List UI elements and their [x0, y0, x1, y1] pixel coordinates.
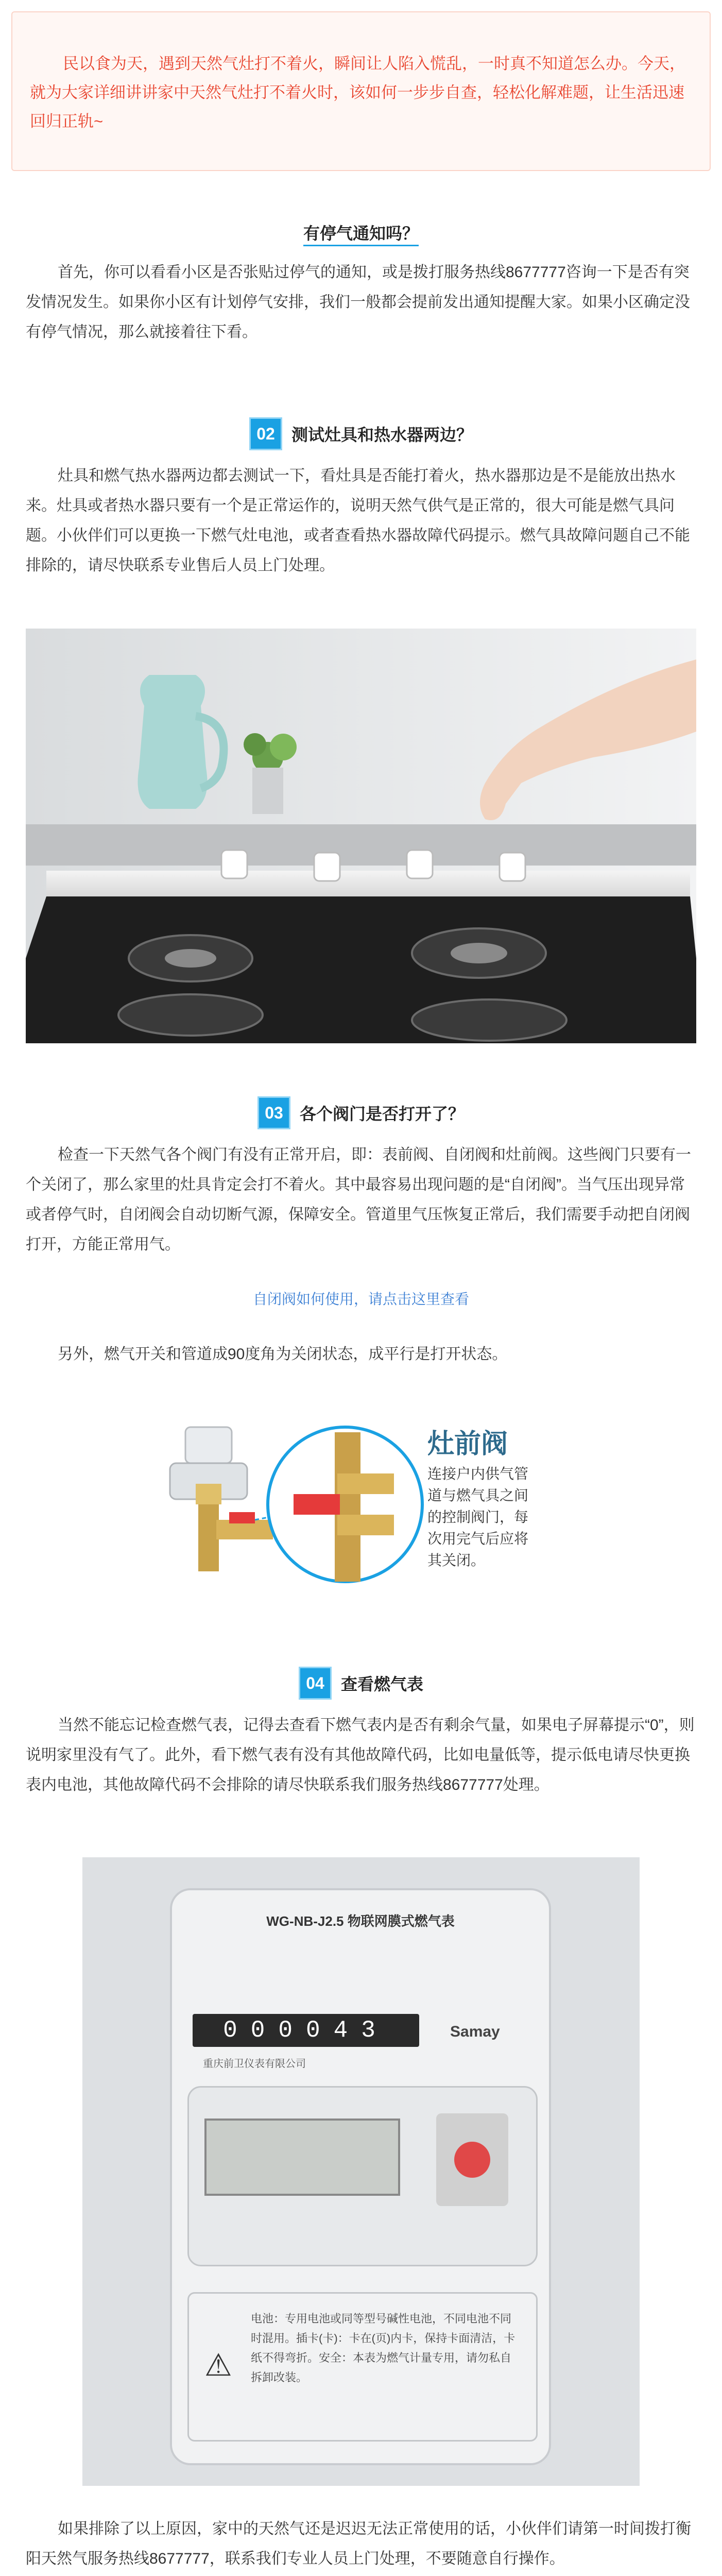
valve-description: 连接户内供气管道与燃气具之间的控制阀门，每次用完气后应将其关闭。: [427, 1466, 529, 1568]
meter-display-panel: [187, 2086, 538, 2266]
section-2-title: 测试灶具和热水器两边？: [291, 426, 473, 444]
section-3-title: 各个阀门是否打开了？: [299, 1105, 465, 1123]
section-1-title: [0, 221, 722, 244]
section-1-title-text: 有停气通知吗？: [303, 224, 419, 246]
closing-paragraph-2: [26, 2573, 696, 2576]
section-2-number-badge: 02: [249, 417, 282, 450]
section-1-paragraph: 首先，你可以看看小区是否张贴过停气的通知，或是拨打服务热线8677777咨询一下是否有突发情况发生。如果你小区有计划停气安排，我们一般都会提前发出通知提醒大家。如果小区确定没有停气情况，那么就接着往下看。: [26, 264, 690, 341]
section-3-paragraph: 检查一下天然气各个阀门有没有正常开启，即：表前阀、自闭阀和灶前阀。这些阀门只要有一个关闭了，那么家里的灶具肯定会打不着火。其中最容易出现问题的是“自闭阀”。当气压出现异常或者停气时，自闭阀会自动切断气源，保障安全。管道里气压恢复正常后，我们需要手动把自闭阀打开，方能正常用气。: [26, 1146, 691, 1253]
meter-model: WG-NB-J2.5 物联网膜式燃气表: [266, 1913, 455, 1929]
section-3-number-badge: 03: [257, 1096, 290, 1129]
meter-brand: Samay: [450, 2023, 500, 2040]
section-3-paragraph-2: 另外，燃气开关和管道成90度角为关闭状态，成平行是打开状态。: [58, 1346, 508, 1363]
meter-lcd: [204, 2119, 400, 2196]
intro-box: [11, 11, 711, 171]
closing-paragraph-1: 如果排除了以上原因，家中的天然气还是迟迟无法正常使用的话，小伙伴们请第一时间拨打衡阳天然气服务热线8677777，联系我们专业人员上门处理，不要随意自行操作。: [26, 2520, 691, 2567]
meter-maker: 重庆前卫仪表有限公司: [203, 2058, 306, 2070]
valve-title: 灶前阀: [427, 1429, 508, 1459]
section-4-paragraph: 当然不能忘记检查燃气表，记得去查看下燃气表内是否有剩余气量，如果电子屏幕提示“0”，则说明家里没有气了。此外，看下燃气表有没有其他故障代码，比如电量低等，提示低电请尽快更换表内电池，其他故障代码不会排除的请尽快联系我们服务热线8677777处理。: [26, 1717, 695, 1793]
meter-red-button: [454, 2142, 490, 2178]
section-4-number-badge: 04: [299, 1667, 332, 1700]
section-3-heading: [0, 1096, 722, 1129]
meter-body: [170, 1888, 551, 2465]
meter-counter: 000043: [193, 2014, 419, 2047]
section-4-heading: [0, 1667, 722, 1700]
meter-warning-text: 电池：专用电池或同等型号碱性电池，不同电池不同时混用。插卡(卡)：卡在(页)内卡，保持卡面清洁，卡纸不得弯折。安全：本表为燃气计量专用，请勿私自拆卸改装。: [251, 2312, 515, 2384]
meter-card-slot: [436, 2113, 508, 2206]
stove-photo: [26, 629, 696, 1043]
section-2-paragraph: 灶具和燃气热水器两边都去测试一下，看灶具是否能打着火，热水器那边是不是能放出热水来。灶具或者热水器只要有一个是正常运作的，说明天然气供气是正常的，很大可能是燃气具问题。小伙伴们可以更换一下燃气灶电池，或者查看热水器故障代码提示。燃气具故障问题自己不能排除的，请尽快联系专业售后人员上门处理。: [26, 467, 690, 574]
valve-illustration: [139, 1391, 587, 1618]
intro-text: 民以食为天，遇到天然气灶打不着火，瞬间让人陷入慌乱，一时真不知道怎么办。今天，就为大家详细讲讲家中天然气灶打不着火时，该如何一步步自查，轻松化解难题，让生活迅速回归正轨~: [30, 55, 685, 130]
warning-triangle-icon: ⚠: [204, 2348, 232, 2382]
section-2-heading: [0, 417, 722, 450]
section-4-title: 查看燃气表: [340, 1675, 423, 1693]
gas-meter-photo: [82, 1857, 640, 2486]
self-closing-valve-link[interactable]: 自闭阀如何使用，请点击这里查看: [252, 1291, 469, 1307]
meter-warning-label: [187, 2292, 538, 2442]
stove-illustration: [26, 629, 696, 1043]
